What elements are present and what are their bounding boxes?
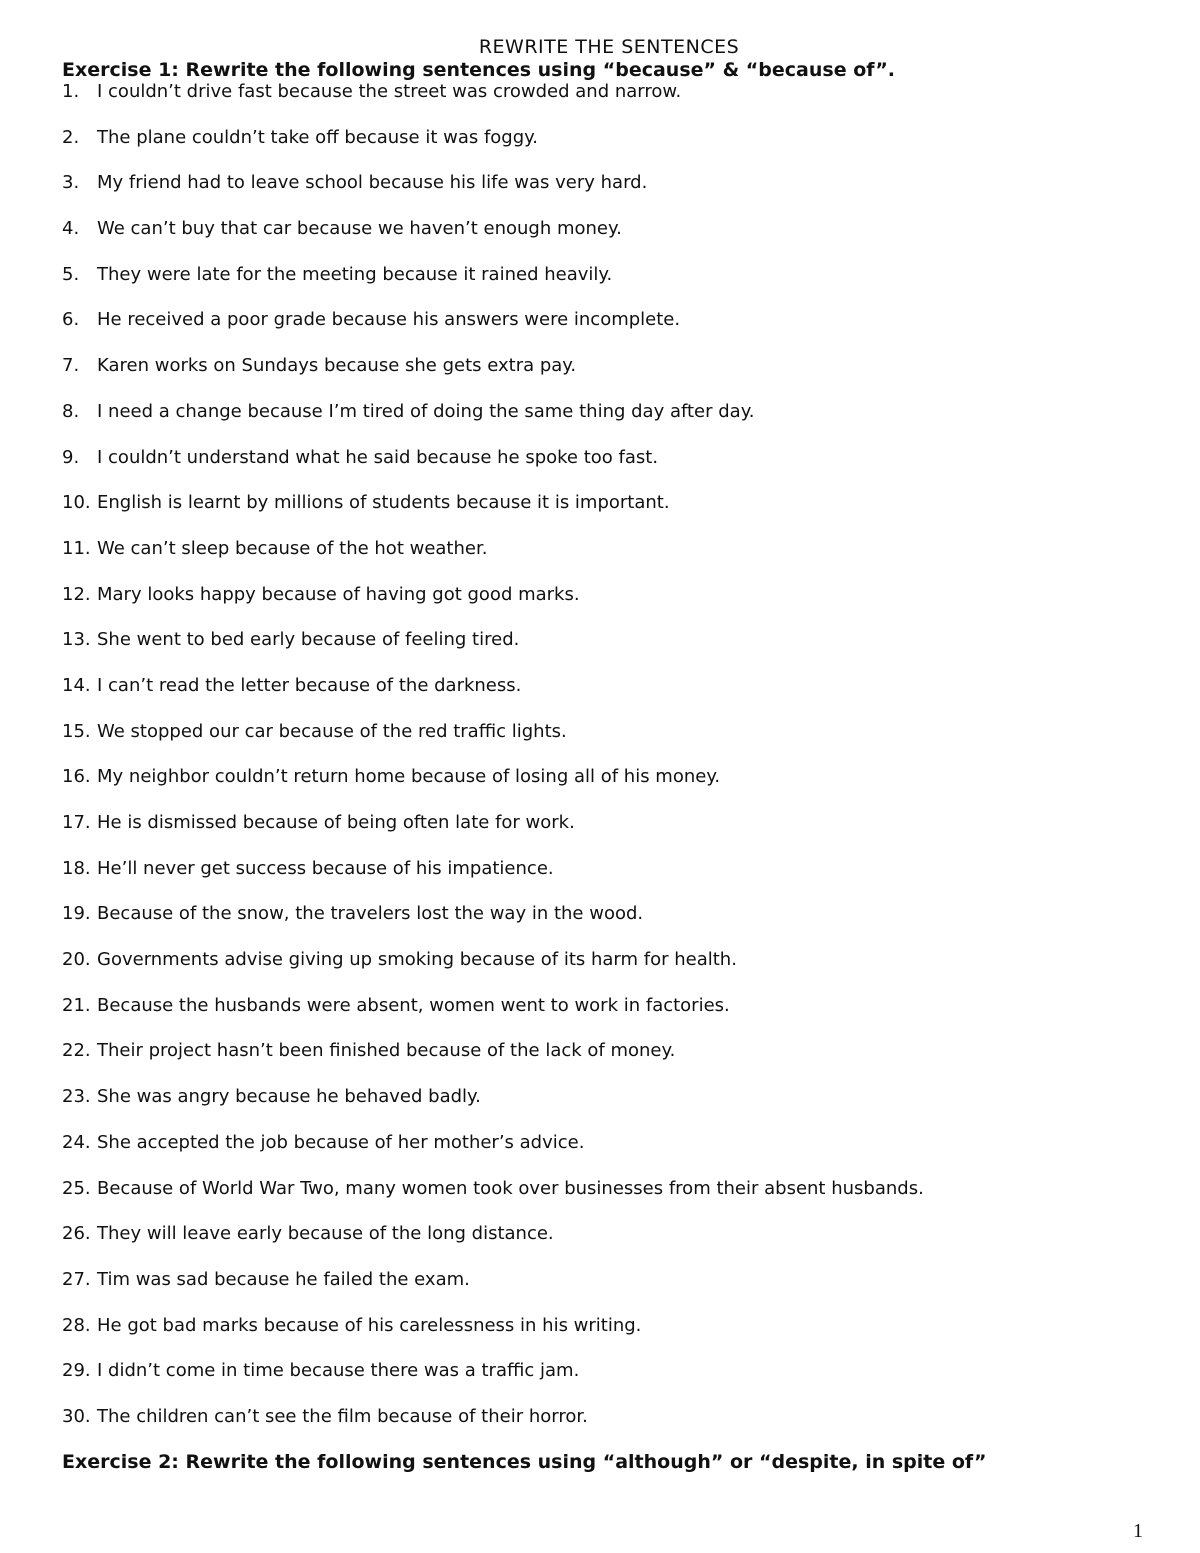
list-item — [62, 858, 1162, 904]
item-sentence: The plane couldn’t take off because it was foggy. — [97, 126, 538, 148]
list-item — [62, 538, 1162, 584]
item-sentence: She went to bed early because of feeling tired. — [97, 629, 520, 651]
list-item — [62, 127, 1162, 173]
item-number: 22. — [62, 1040, 91, 1062]
item-sentence: I can’t read the letter because of the darkness. — [97, 674, 522, 696]
list-item — [62, 629, 1162, 675]
page-number: 1 — [1133, 1520, 1143, 1542]
item-sentence: I didn’t come in time because there was a traffic jam. — [97, 1360, 580, 1382]
item-sentence: He received a poor grade because his answers were incomplete. — [97, 309, 681, 331]
item-number: 29. — [62, 1360, 91, 1382]
list-item — [62, 1223, 1162, 1269]
list-item — [62, 1360, 1162, 1406]
list-item — [62, 401, 1162, 447]
item-number: 26. — [62, 1223, 91, 1245]
item-sentence: Governments advise giving up smoking because of its harm for health. — [97, 949, 737, 971]
list-item — [62, 1315, 1162, 1361]
item-number: 25. — [62, 1177, 91, 1199]
list-item — [62, 1040, 1162, 1086]
item-number: 13. — [62, 629, 91, 651]
item-sentence: Tim was sad because he failed the exam. — [97, 1268, 470, 1290]
item-sentence: She was angry because he behaved badly. — [97, 1086, 481, 1108]
item-number: 20. — [62, 949, 91, 971]
item-sentence: He got bad marks because of his carelessness in his writing. — [97, 1314, 642, 1336]
item-number: 17. — [62, 812, 91, 833]
item-number: 16. — [62, 766, 91, 788]
item-sentence: They were late for the meeting because it rained heavily. — [97, 263, 613, 285]
exercise-1-heading: Exercise 1: Rewrite the following sentences using “because” & “because of”. — [62, 59, 896, 81]
page-title: REWRITE THE SENTENCES — [478, 36, 740, 58]
list-item — [62, 218, 1162, 264]
item-sentence: My friend had to leave school because his life was very hard. — [97, 172, 648, 194]
list-item — [62, 675, 1162, 721]
item-number: 19. — [62, 903, 91, 925]
item-number: 7. — [62, 355, 80, 377]
item-sentence: We can’t buy that car because we haven’t enough money. — [97, 218, 622, 240]
item-number: 12. — [62, 583, 91, 605]
item-sentence: Mary looks happy because of having got good marks. — [97, 583, 580, 605]
list-item — [62, 172, 1162, 218]
list-item — [62, 1178, 1162, 1224]
list-item — [62, 1406, 1162, 1452]
list-item — [62, 81, 1162, 127]
item-number: 23. — [62, 1086, 91, 1108]
item-sentence: The children can’t see the film because of their horror. — [97, 1405, 588, 1427]
list-item — [62, 766, 1162, 812]
item-number: 21. — [62, 994, 91, 1016]
list-item — [62, 492, 1162, 538]
item-number: 11. — [62, 537, 91, 559]
list-item — [62, 447, 1162, 493]
item-number: 27. — [62, 1268, 91, 1290]
item-number: 14. — [62, 674, 91, 696]
item-number: 18. — [62, 857, 91, 879]
list-item — [62, 995, 1162, 1041]
item-number: 24. — [62, 1131, 91, 1153]
item-number: 30. — [62, 1405, 91, 1427]
item-sentence: I need a change because I’m tired of doing the same thing day after day. — [97, 400, 755, 422]
item-number: 8. — [62, 400, 80, 422]
item-number: 15. — [62, 720, 91, 742]
list-item — [62, 721, 1162, 767]
list-item — [62, 1132, 1162, 1178]
item-sentence: Because the husbands were absent, women went to work in factories. — [97, 994, 730, 1016]
item-sentence: They will leave early because of the long distance. — [97, 1223, 554, 1245]
list-item — [62, 903, 1162, 949]
item-sentence: Because of the snow, the travelers lost the way in the wood. — [97, 903, 644, 925]
list-item — [62, 355, 1162, 401]
item-number: 1. — [62, 81, 80, 102]
list-item — [62, 584, 1162, 630]
item-sentence: Because of World War Two, many women took over businesses from their absent husbands. — [97, 1177, 924, 1199]
item-sentence: I couldn’t understand what he said because he spoke too fast. — [97, 446, 659, 468]
item-number: 9. — [62, 446, 80, 468]
item-number: 10. — [62, 492, 91, 514]
item-sentence: Karen works on Sundays because she gets extra pay. — [97, 355, 577, 377]
item-number: 6. — [62, 309, 80, 331]
exercise-2-heading: Exercise 2: Rewrite the following sentences using “although” or “despite, in spite of” — [62, 1451, 987, 1473]
list-item — [62, 949, 1162, 995]
item-sentence: He is dismissed because of being often late for work. — [97, 812, 575, 833]
exercise-1-list — [62, 81, 1162, 1452]
list-item — [62, 1086, 1162, 1132]
item-number: 28. — [62, 1314, 91, 1336]
item-number: 4. — [62, 218, 80, 240]
item-sentence: He’ll never get success because of his impatience. — [97, 857, 554, 879]
item-sentence: I couldn’t drive fast because the street was crowded and narrow. — [97, 81, 682, 102]
item-sentence: English is learnt by millions of students because it is important. — [97, 492, 670, 514]
item-number: 2. — [62, 126, 80, 148]
item-sentence: She accepted the job because of her mother’s advice. — [97, 1131, 585, 1153]
item-number: 5. — [62, 263, 80, 285]
list-item — [62, 1269, 1162, 1315]
item-sentence: We stopped our car because of the red traffic lights. — [97, 720, 567, 742]
item-sentence: My neighbor couldn’t return home because of losing all of his money. — [97, 766, 721, 788]
list-item — [62, 812, 1162, 858]
item-number: 3. — [62, 172, 80, 194]
item-sentence: Their project hasn’t been finished because of the lack of money. — [97, 1040, 676, 1062]
item-sentence: We can’t sleep because of the hot weather. — [97, 537, 488, 559]
list-item — [62, 264, 1162, 310]
list-item — [62, 309, 1162, 355]
